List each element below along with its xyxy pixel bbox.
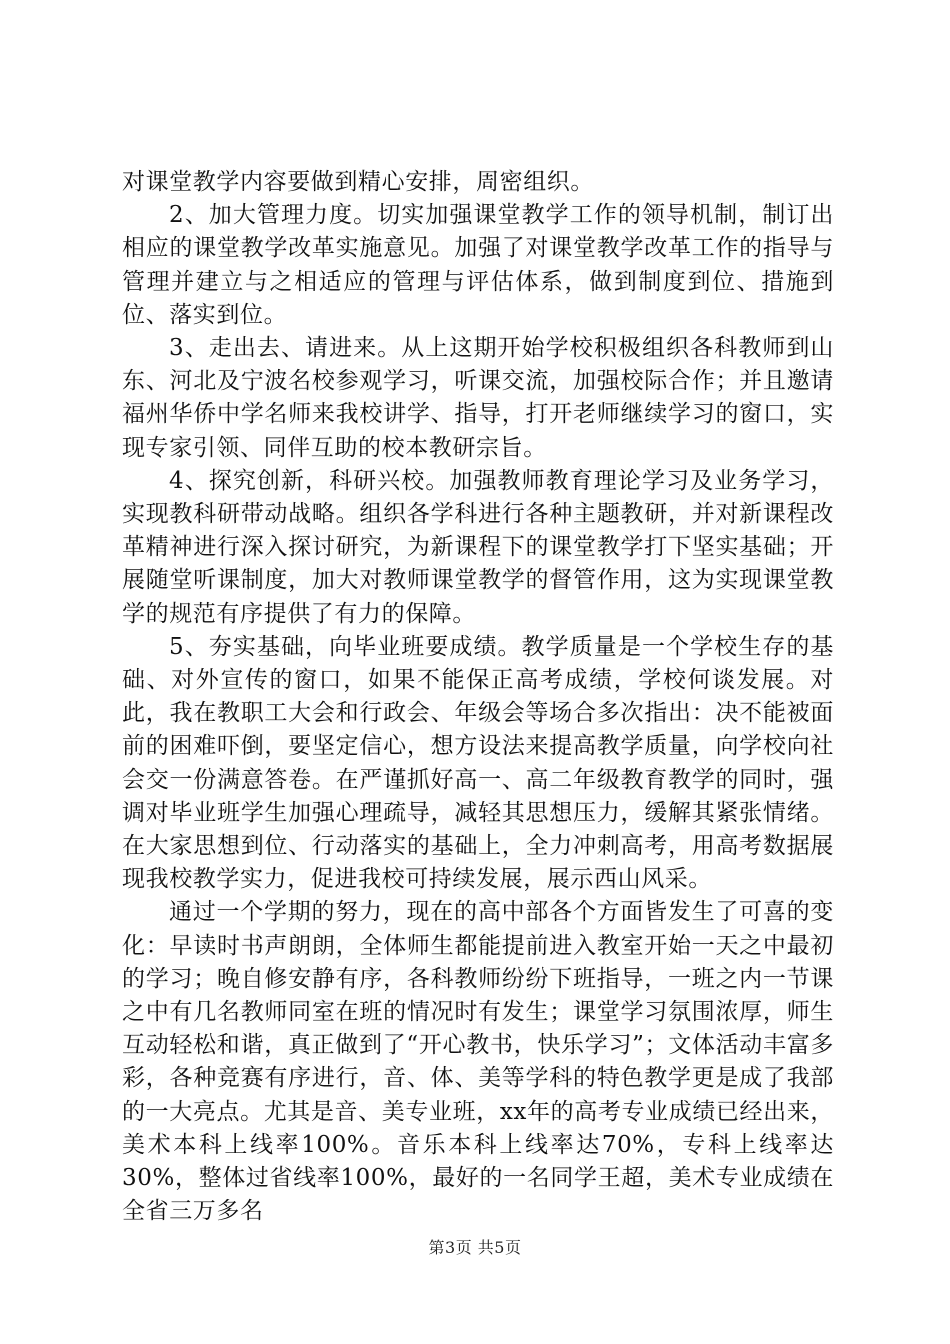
paragraph-exchange: 3、走出去、请进来。从上这期开始学校积极组织各科教师到山东、河北及宁波名校参观学习，听课交流，加强校际合作；并且邀请福州华侨中学名师来我校讲学、指导，打开老师继续学习的窗口，实现专家引领、同伴互助的校本教研宗旨。 (122, 335, 834, 461)
paragraph-continuation: 对课堂教学内容要做到精心安排，周密组织。 (122, 169, 594, 195)
document-body (122, 166, 834, 1229)
paragraph-results: 通过一个学期的努力，现在的高中部各个方面皆发生了可喜的变化：早读时书声朗朗，全体师生都能提前进入教室开始一天之中最初的学习；晚自修安静有序，各科教师纷纷下班指导，一班之内一节课之中有几名教师同室在班的情况时有发生；课堂学习氛围浓厚，师生互动轻松和谐，真正做到了“开心教书，快乐学习”；文体活动丰富多彩，各种竞赛有序进行，音、体、美等学科的特色教学更是成了我部的一大亮点。尤其是音、美专业班，xx年的高考专业成绩已经出来，美术本科上线率100%。音乐本科上线率达70%，专科上线率达30%，整体过省线率100%，最好的一名同学王超，美术专业成绩在全省三万多名 (122, 899, 834, 1225)
paragraph-research: 4、探究创新，科研兴校。加强教师教育理论学习及业务学习，实现教科研带动战略。组织各学科进行各种主题教研，并对新课程改革精神进行深入探讨研究，为新课程下的课堂教学打下坚实基础；开展随堂听课制度，加大对教师课堂教学的督管作用，这为实现课堂教学的规范有序提供了有力的保障。 (122, 467, 834, 627)
paragraph-graduating-class: 5、夯实基础，向毕业班要成绩。教学质量是一个学校生存的基础、对外宣传的窗口，如果不能保正高考成绩，学校何谈发展。对此，我在教职工大会和行政会、年级会等场合多次指出：决不能被面前的困难吓倒，要坚定信心，想方设法来提高教学质量，向学校向社会交一份满意答卷。在严谨抓好高一、高二年级教育教学的同时，强调对毕业班学生加强心理疏导，减轻其思想压力，缓解其紧张情绪。在大家思想到位、行动落实的基础上，全力冲刺高考，用高考数据展现我校教学实力，促进我校可持续发展，展示西山风采。 (122, 633, 834, 893)
page-number-footer: 第3页 共5页 (428, 1238, 522, 1257)
paragraph-management: 2、加大管理力度。切实加强课堂教学工作的领导机制，制订出相应的课堂教学改革实施意见。加强了对课堂教学改革工作的指导与管理并建立与之相适应的管理与评估体系，做到制度到位、措施到位、落实到位。 (122, 202, 834, 328)
